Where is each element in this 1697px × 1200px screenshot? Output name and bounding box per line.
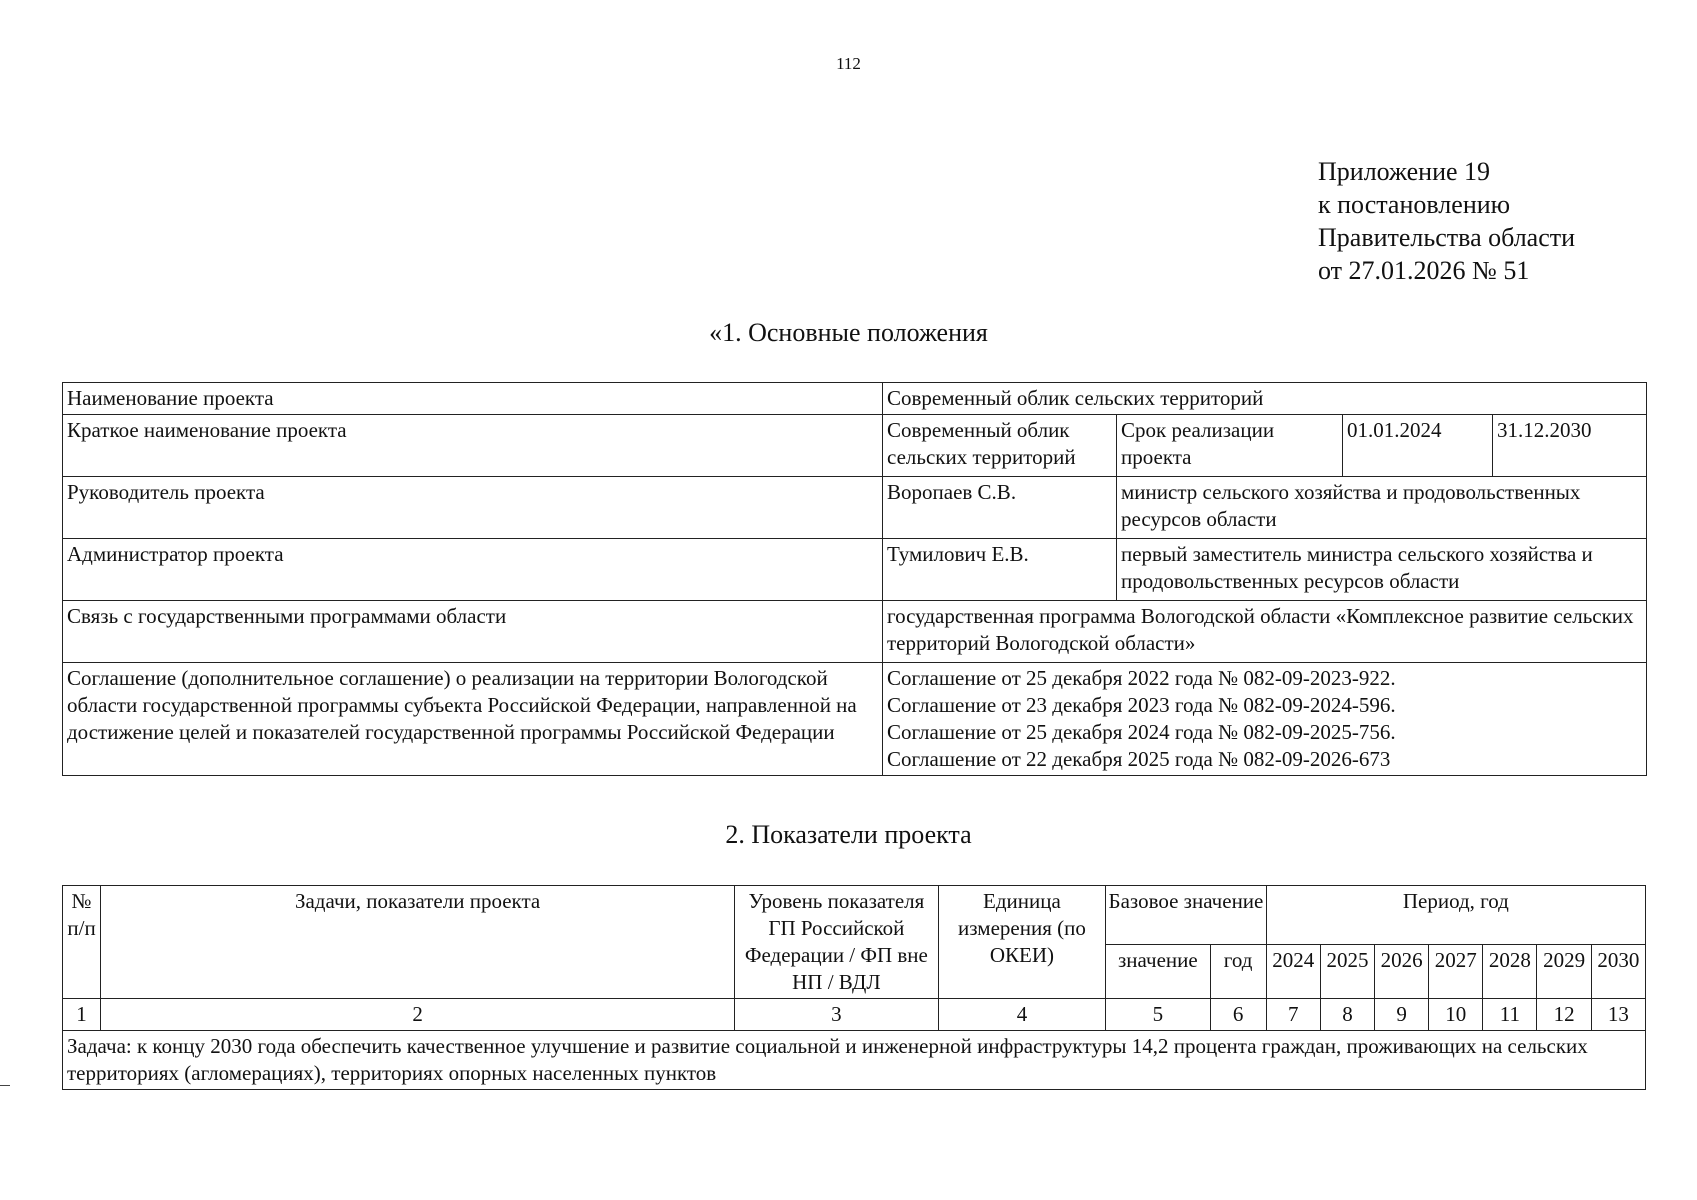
agreement-item: Соглашение от 25 декабря 2022 года № 082-09-2023-922.	[887, 666, 1396, 690]
appendix-block	[1318, 155, 1575, 287]
header-year: 2030	[1591, 945, 1645, 999]
task-row	[63, 1031, 1646, 1090]
header-year: 2024	[1266, 945, 1320, 999]
page-number: 112	[836, 54, 861, 73]
agreement-label: Соглашение (дополнительное соглашение) о реализации на территории Вологодской области государственной программы субъекта Российской Федерации, направленной на достижение целей и показателей государственной программы Российской Федерации	[63, 663, 883, 776]
appendix-line-3: Правительства области	[1318, 223, 1576, 252]
column-number-row	[63, 999, 1646, 1031]
main-provisions-table	[62, 382, 1647, 776]
table-row	[63, 477, 1647, 539]
header-period: Период, год	[1266, 886, 1645, 945]
indicators-table	[62, 885, 1646, 1090]
head-label: Руководитель проекта	[63, 477, 883, 539]
table-row	[63, 383, 1647, 415]
column-number: 5	[1106, 999, 1210, 1031]
column-number: 3	[735, 999, 939, 1031]
head-name: Воропаев С.В.	[883, 477, 1117, 539]
column-number: 7	[1266, 999, 1320, 1031]
project-name-value: Современный облик сельских территорий	[883, 383, 1647, 415]
column-number: 11	[1483, 999, 1537, 1031]
table-row	[63, 415, 1647, 477]
admin-label: Администратор проекта	[63, 539, 883, 601]
column-number: 1	[63, 999, 101, 1031]
program-link-label: Связь с государственными программами области	[63, 601, 883, 663]
column-number: 10	[1429, 999, 1483, 1031]
appendix-line-4: от 27.01.2026 № 51	[1318, 256, 1530, 285]
short-name-label: Краткое наименование проекта	[63, 415, 883, 477]
term-start: 01.01.2024	[1343, 415, 1493, 477]
column-number: 12	[1537, 999, 1591, 1031]
agreement-item: Соглашение от 22 декабря 2025 года № 082-09-2026-673	[887, 747, 1391, 771]
header-year: 2025	[1320, 945, 1374, 999]
column-number: 2	[101, 999, 735, 1031]
column-number: 4	[938, 999, 1106, 1031]
section-2-title: 2. Показатели проекта	[725, 820, 972, 849]
term-end: 31.12.2030	[1493, 415, 1647, 477]
header-year: 2029	[1537, 945, 1591, 999]
appendix-line-2: к постановлению	[1318, 190, 1511, 219]
task-text: Задача: к концу 2030 года обеспечить качественное улучшение и развитие социальной и инженерной инфраструктуры 14,2 процента граждан, проживающих на сельских территориях (агломерациях), территориях опорных населенных пунктов	[63, 1031, 1646, 1090]
table-row	[63, 663, 1647, 776]
table-header-row	[63, 886, 1646, 945]
short-name-value: Современный облик сельских территорий	[883, 415, 1117, 477]
header-tasks: Задачи, показатели проекта	[101, 886, 735, 999]
agreements-list	[883, 663, 1647, 776]
margin-mark	[0, 1085, 10, 1086]
header-base-year: год	[1210, 945, 1266, 999]
head-position: министр сельского хозяйства и продовольственных ресурсов области	[1117, 477, 1647, 539]
header-level: Уровень показателя ГП Российской Федерации / ФП вне НП / ВДЛ	[735, 886, 939, 999]
header-year: 2028	[1483, 945, 1537, 999]
header-year: 2027	[1429, 945, 1483, 999]
appendix-line-1: Приложение 19	[1318, 157, 1491, 186]
column-number: 13	[1591, 999, 1645, 1031]
column-number: 8	[1320, 999, 1374, 1031]
table-row	[63, 539, 1647, 601]
header-base: Базовое значение	[1106, 886, 1267, 945]
section-1-title: «1. Основные положения	[709, 318, 988, 347]
header-year: 2026	[1375, 945, 1429, 999]
column-number: 6	[1210, 999, 1266, 1031]
header-num: № п/п	[63, 886, 101, 999]
column-number: 9	[1375, 999, 1429, 1031]
admin-position: первый заместитель министра сельского хозяйства и продовольственных ресурсов области	[1117, 539, 1647, 601]
header-base-value: значение	[1106, 945, 1210, 999]
admin-name: Тумилович Е.В.	[883, 539, 1117, 601]
agreement-item: Соглашение от 23 декабря 2023 года № 082-09-2024-596.	[887, 693, 1396, 717]
term-label: Срок реализации проекта	[1117, 415, 1343, 477]
agreement-item: Соглашение от 25 декабря 2024 года № 082-09-2025-756.	[887, 720, 1396, 744]
header-unit: Единица измерения (по ОКЕИ)	[938, 886, 1106, 999]
table-row	[63, 601, 1647, 663]
program-link-value: государственная программа Вологодской области «Комплексное развитие сельских территорий Вологодской области»	[883, 601, 1647, 663]
project-name-label: Наименование проекта	[63, 383, 883, 415]
